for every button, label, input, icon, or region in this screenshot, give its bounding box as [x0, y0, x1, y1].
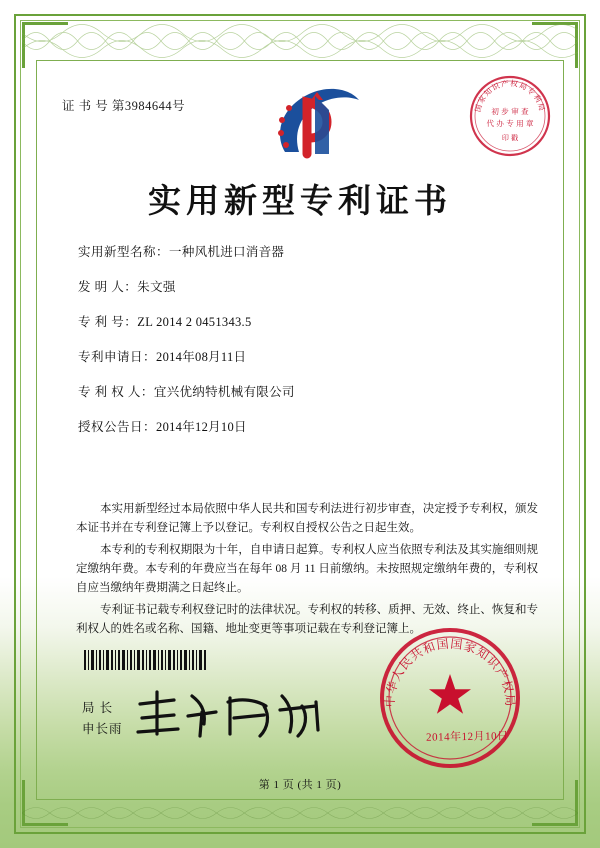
national-seal-icon: [378, 626, 522, 770]
body-paragraphs: [76, 500, 538, 642]
field-row: [78, 243, 540, 261]
field-value: 朱文强: [137, 280, 176, 294]
field-row: [78, 418, 540, 436]
seal-date: 2014年12月10日: [425, 730, 509, 744]
field-row: [78, 383, 540, 401]
guilloche-pattern-top-icon: [22, 24, 578, 58]
paragraph: 本专利的专利权期限为十年，自申请日起算。专利权人应当依照专利法及其实施细则规定缴纳年费。本专利的年费应当在每年 08 月 11 日前缴纳。未按照规定缴纳年费的，专利权自应当缴纳年费期满之日起终止。: [76, 544, 538, 594]
certificate-number: 证 书 号 第3984644号: [62, 99, 186, 113]
field-value: 宜兴优纳特机械有限公司: [153, 385, 295, 399]
field-label: 发 明 人：: [78, 280, 138, 294]
field-label: 授权公告日：: [78, 420, 157, 434]
handwritten-signature-icon: [130, 686, 330, 744]
signature-title: 局 长: [82, 701, 114, 715]
field-value: 一种风机进口消音器: [169, 245, 285, 259]
barcode-icon: [84, 650, 206, 670]
signature-name: 申长雨: [82, 722, 123, 736]
field-label: 专 利 权 人：: [78, 385, 154, 399]
field-value: ZL 2014 2 0451343.5: [137, 315, 252, 329]
field-list: [78, 243, 540, 453]
field-row: [78, 313, 540, 331]
page-title: 实用新型专利证书: [148, 181, 452, 220]
svg-text:代 办 专 用 章: 代 办 专 用 章: [486, 119, 534, 128]
field-label: 专利申请日：: [78, 350, 157, 364]
svg-text:国家知识产权局专利局: 国家知识产权局专利局: [473, 78, 547, 113]
paragraph: 专利证书记载专利权登记时的法律状况。专利权的转移、质押、无效、终止、恢复和专利权人的姓名或名称、国籍、地址变更等事项记载在专利登记簿上。: [76, 604, 538, 635]
field-row: [78, 278, 540, 296]
patent-office-logo-icon: [255, 80, 365, 170]
office-stamp-seal-icon: [468, 74, 552, 158]
svg-text:初 步 审 查: 初 步 审 查: [491, 107, 529, 116]
field-value: 2014年12月10日: [156, 420, 247, 434]
guilloche-pattern-bottom-icon: [22, 802, 578, 824]
field-label: 实用新型名称：: [78, 245, 170, 259]
paragraph: 本实用新型经过本局依照中华人民共和国专利法进行初步审查，决定授予专利权，颁发本证书并在专利登记簿上予以登记。专利权自授权公告之日起生效。: [76, 503, 538, 534]
field-label: 专 利 号：: [78, 315, 138, 329]
page-footer: 第 1 页 (共 1 页): [258, 779, 342, 791]
signature-block: [82, 698, 123, 740]
field-row: [78, 348, 540, 366]
svg-text:中华人民共和国国家知识产权局: 中华人民共和国国家知识产权局: [382, 636, 518, 708]
field-value: 2014年08月11日: [156, 350, 247, 364]
svg-text:印 戳: 印 戳: [501, 134, 519, 142]
